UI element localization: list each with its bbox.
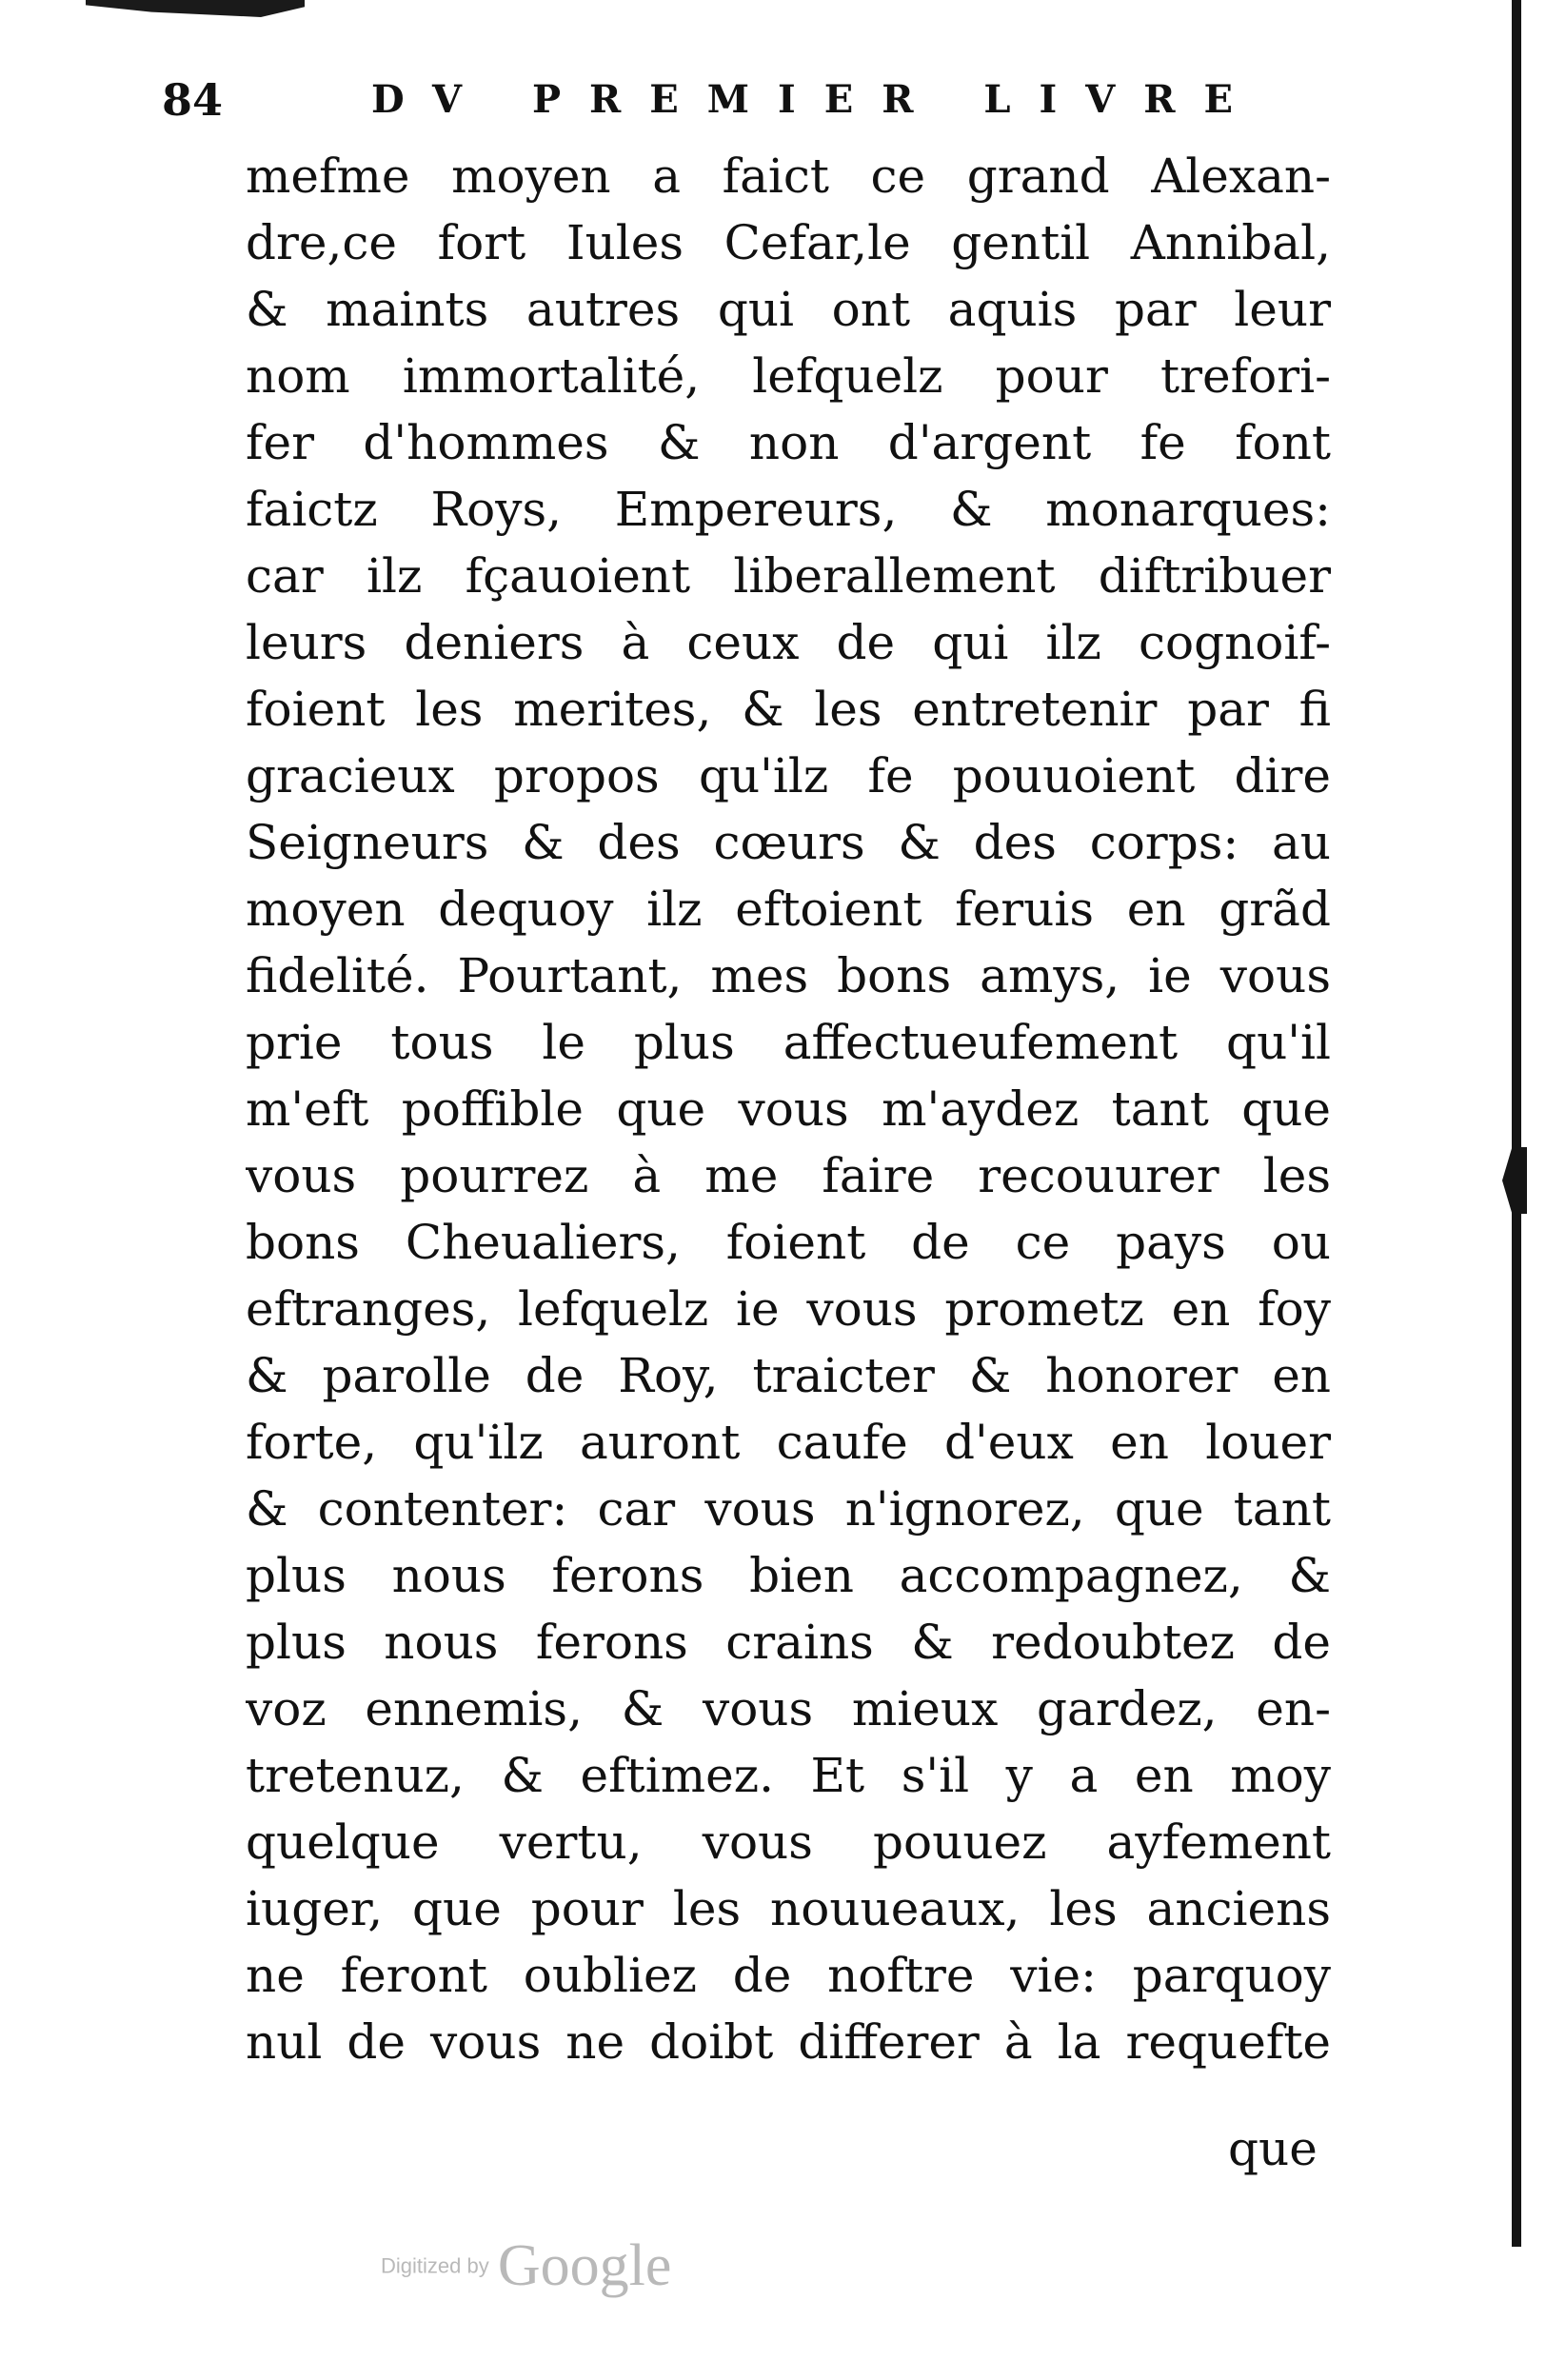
text-line: & parolle de Roy, traicter & honorer en: [246, 1348, 1331, 1403]
text-line: plus nous ferons bien accompagnez, &: [246, 1548, 1331, 1603]
page-edge-notch: [1502, 1147, 1527, 1214]
text-line: & contenter: car vous n'ignorez, que tant: [246, 1481, 1331, 1537]
text-line: mefme moyen a faict ce grand Alexan-: [246, 149, 1331, 204]
page-header: [162, 67, 1323, 133]
body-text: [246, 143, 1331, 2075]
text-line: faictz Roys, Empereurs, & monarques:: [246, 482, 1331, 537]
text-line: ne feront oubliez de noftre vie: parquoy: [246, 1948, 1331, 2003]
text-line: tretenuz, & eftimez. Et s'il y a en moy: [246, 1748, 1331, 1803]
text-line: foient les merites, & les entretenir par fi: [246, 682, 1331, 737]
text-line: quelque vertu, vous pouuez ayfement: [246, 1815, 1331, 1870]
page-number: 84: [162, 74, 224, 126]
page-edge-shadow: [1512, 0, 1521, 2247]
text-line: car ilz fçauoient liberallement diftribuer: [246, 548, 1331, 604]
text-line: fidelité. Pourtant, mes bons amys, ie vous: [246, 948, 1331, 1003]
text-line: fer d'hommes & non d'argent fe font: [246, 415, 1331, 470]
text-line: iuger, que pour les nouueaux, les anciens: [246, 1881, 1331, 1936]
text-line: prie tous le plus affectueufement qu'il: [246, 1015, 1331, 1070]
text-line: forte, qu'ilz auront caufe d'eux en louer: [246, 1415, 1331, 1470]
text-line: m'eft poffible que vous m'aydez tant que: [246, 1081, 1331, 1137]
catchword: que: [1228, 2121, 1318, 2176]
scan-artifact-top: [86, 0, 305, 17]
text-line: plus nous ferons crains & redoubtez de: [246, 1615, 1331, 1670]
text-line: dre,ce fort Iules Cefar,le gentil Annibal,: [246, 215, 1331, 270]
text-line: moyen dequoy ilz eftoient feruis en grãd: [246, 882, 1331, 937]
text-line: leurs deniers à ceux de qui ilz cognoif-: [246, 615, 1331, 670]
text-line: & maints autres qui ont aquis par leur: [246, 282, 1331, 337]
text-line: vous pourrez à me faire recouurer les: [246, 1148, 1331, 1203]
watermark-brand: Google: [497, 2233, 672, 2298]
text-line: nul de vous ne doibt differer à la requefte: [246, 2014, 1331, 2070]
text-line: eftranges, lefquelz ie vous prometz en foy: [246, 1281, 1331, 1337]
text-line: voz ennemis, & vous mieux gardez, en-: [246, 1681, 1331, 1736]
text-line: nom immortalité, lefquelz pour trefori-: [246, 348, 1331, 404]
running-head: DV PREMIER LIVRE: [371, 77, 1261, 122]
text-line: bons Cheualiers, foient de ce pays ou: [246, 1215, 1331, 1270]
text-line: gracieux propos qu'ilz fe pouuoient dire: [246, 748, 1331, 803]
digitized-watermark: [381, 2232, 671, 2300]
watermark-prefix: Digitized by: [381, 2253, 489, 2278]
text-line: Seigneurs & des cœurs & des corps: au: [246, 815, 1331, 870]
